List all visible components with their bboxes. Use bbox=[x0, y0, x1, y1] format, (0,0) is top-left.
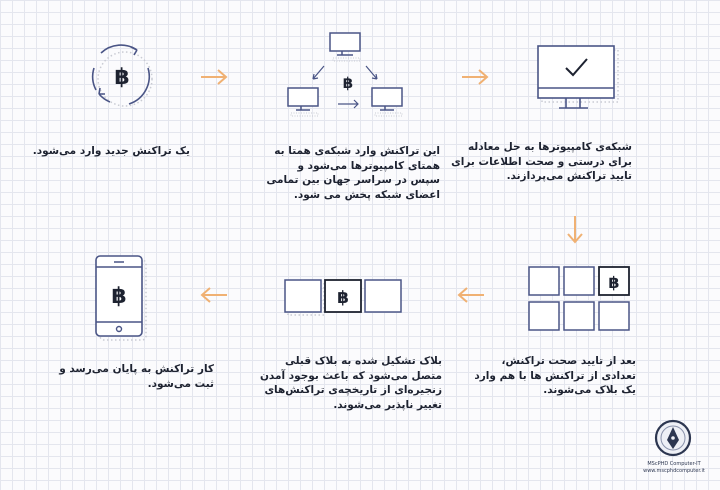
block-chain-icon bbox=[280, 274, 406, 324]
bitcoin-symbol: ฿ bbox=[337, 288, 349, 308]
arrow-right-icon bbox=[460, 68, 490, 86]
step-6-text: کار تراکنش به پایان می‌رسد و ثبت می‌شود. bbox=[59, 363, 214, 390]
arrow-right-icon bbox=[199, 68, 229, 86]
bitcoin-cycle-icon bbox=[82, 38, 162, 114]
bitcoin-symbol: ฿ bbox=[342, 74, 354, 92]
arrow-left-icon bbox=[199, 286, 229, 304]
arrow-left-icon bbox=[456, 286, 486, 304]
company-logo-icon bbox=[653, 418, 693, 458]
step-3-text: شبکه‌ی کامپیوترها به حل معادله برای درستی و صحت اطلاعات برای تایید تراکنش می‌پردازند. bbox=[451, 141, 632, 182]
logo-line-1: MScPHD Computer-IT bbox=[647, 461, 701, 467]
block-grid-icon bbox=[524, 262, 634, 336]
monitor-check-icon bbox=[532, 40, 628, 130]
bitcoin-symbol: ฿ bbox=[111, 284, 127, 309]
step-5-text: بلاک تشکیل شده به بلاک قبلی متصل می‌شود که باعث بوجود آمدن زنجیره‌ای از تاریخچه‌ی تراکنش‌های تغییر ناپذیر می‌شوند. bbox=[259, 355, 442, 411]
step-2-text: این تراکنش وارد شبکه‌ی همتا به همتای کامپیوترها می‌شود و سپس در سراسر جهان بین تمامی اعضای شبکه پخش می شود. bbox=[266, 145, 440, 201]
step-1-text: یک تراکنش جدید وارد می‌شود. bbox=[32, 145, 190, 157]
bitcoin-symbol: ฿ bbox=[608, 273, 620, 292]
bitcoin-symbol: ฿ bbox=[114, 65, 130, 90]
step-4-text: بعد از تایید صحت تراکنش، تعدادی از تراکنش ها با هم وارد یک بلاک می‌شوند. bbox=[474, 355, 636, 396]
arrow-down-icon bbox=[566, 214, 584, 246]
logo-line-2: www.mscphdcomputer.it bbox=[643, 468, 705, 474]
peer-network-icon bbox=[282, 30, 412, 130]
smartphone-icon bbox=[92, 252, 158, 344]
